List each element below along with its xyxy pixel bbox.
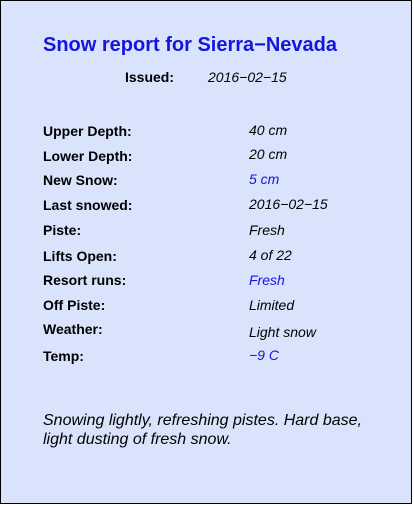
new-snow-label: New Snow: bbox=[43, 172, 118, 188]
last-snowed-value: 2016−02−15 bbox=[249, 196, 328, 212]
off-piste-value: Limited bbox=[249, 297, 295, 313]
piste-value: Fresh bbox=[249, 222, 285, 238]
issued-date: 2016−02−15 bbox=[208, 69, 287, 85]
upper-depth-value: 40 cm bbox=[249, 122, 288, 138]
lower-depth-value: 20 cm bbox=[249, 146, 288, 162]
issued-label: Issued: bbox=[125, 69, 175, 85]
report-summary: Snowing lightly, refreshing pistes. Hard base, light dusting of fresh snow. bbox=[43, 412, 362, 448]
new-snow-value: 5 cm bbox=[249, 171, 280, 187]
resort-runs-label: Resort runs: bbox=[43, 272, 127, 288]
temp-label: Temp: bbox=[43, 348, 84, 364]
weather-label: Weather: bbox=[43, 321, 103, 337]
lifts-open-label: Lifts Open: bbox=[43, 248, 117, 264]
off-piste-label: Off Piste: bbox=[43, 297, 106, 313]
piste-label: Piste: bbox=[43, 222, 82, 238]
resort-runs-value: Fresh bbox=[249, 272, 285, 288]
last-snowed-label: Last snowed: bbox=[43, 197, 133, 213]
temp-value: −9 C bbox=[249, 347, 279, 363]
report-title: Snow report for Sierra−Nevada bbox=[43, 34, 337, 56]
lower-depth-label: Lower Depth: bbox=[43, 148, 133, 164]
weather-value: Light snow bbox=[249, 324, 316, 340]
upper-depth-label: Upper Depth: bbox=[43, 123, 132, 139]
lifts-open-value: 4 of 22 bbox=[249, 247, 292, 263]
